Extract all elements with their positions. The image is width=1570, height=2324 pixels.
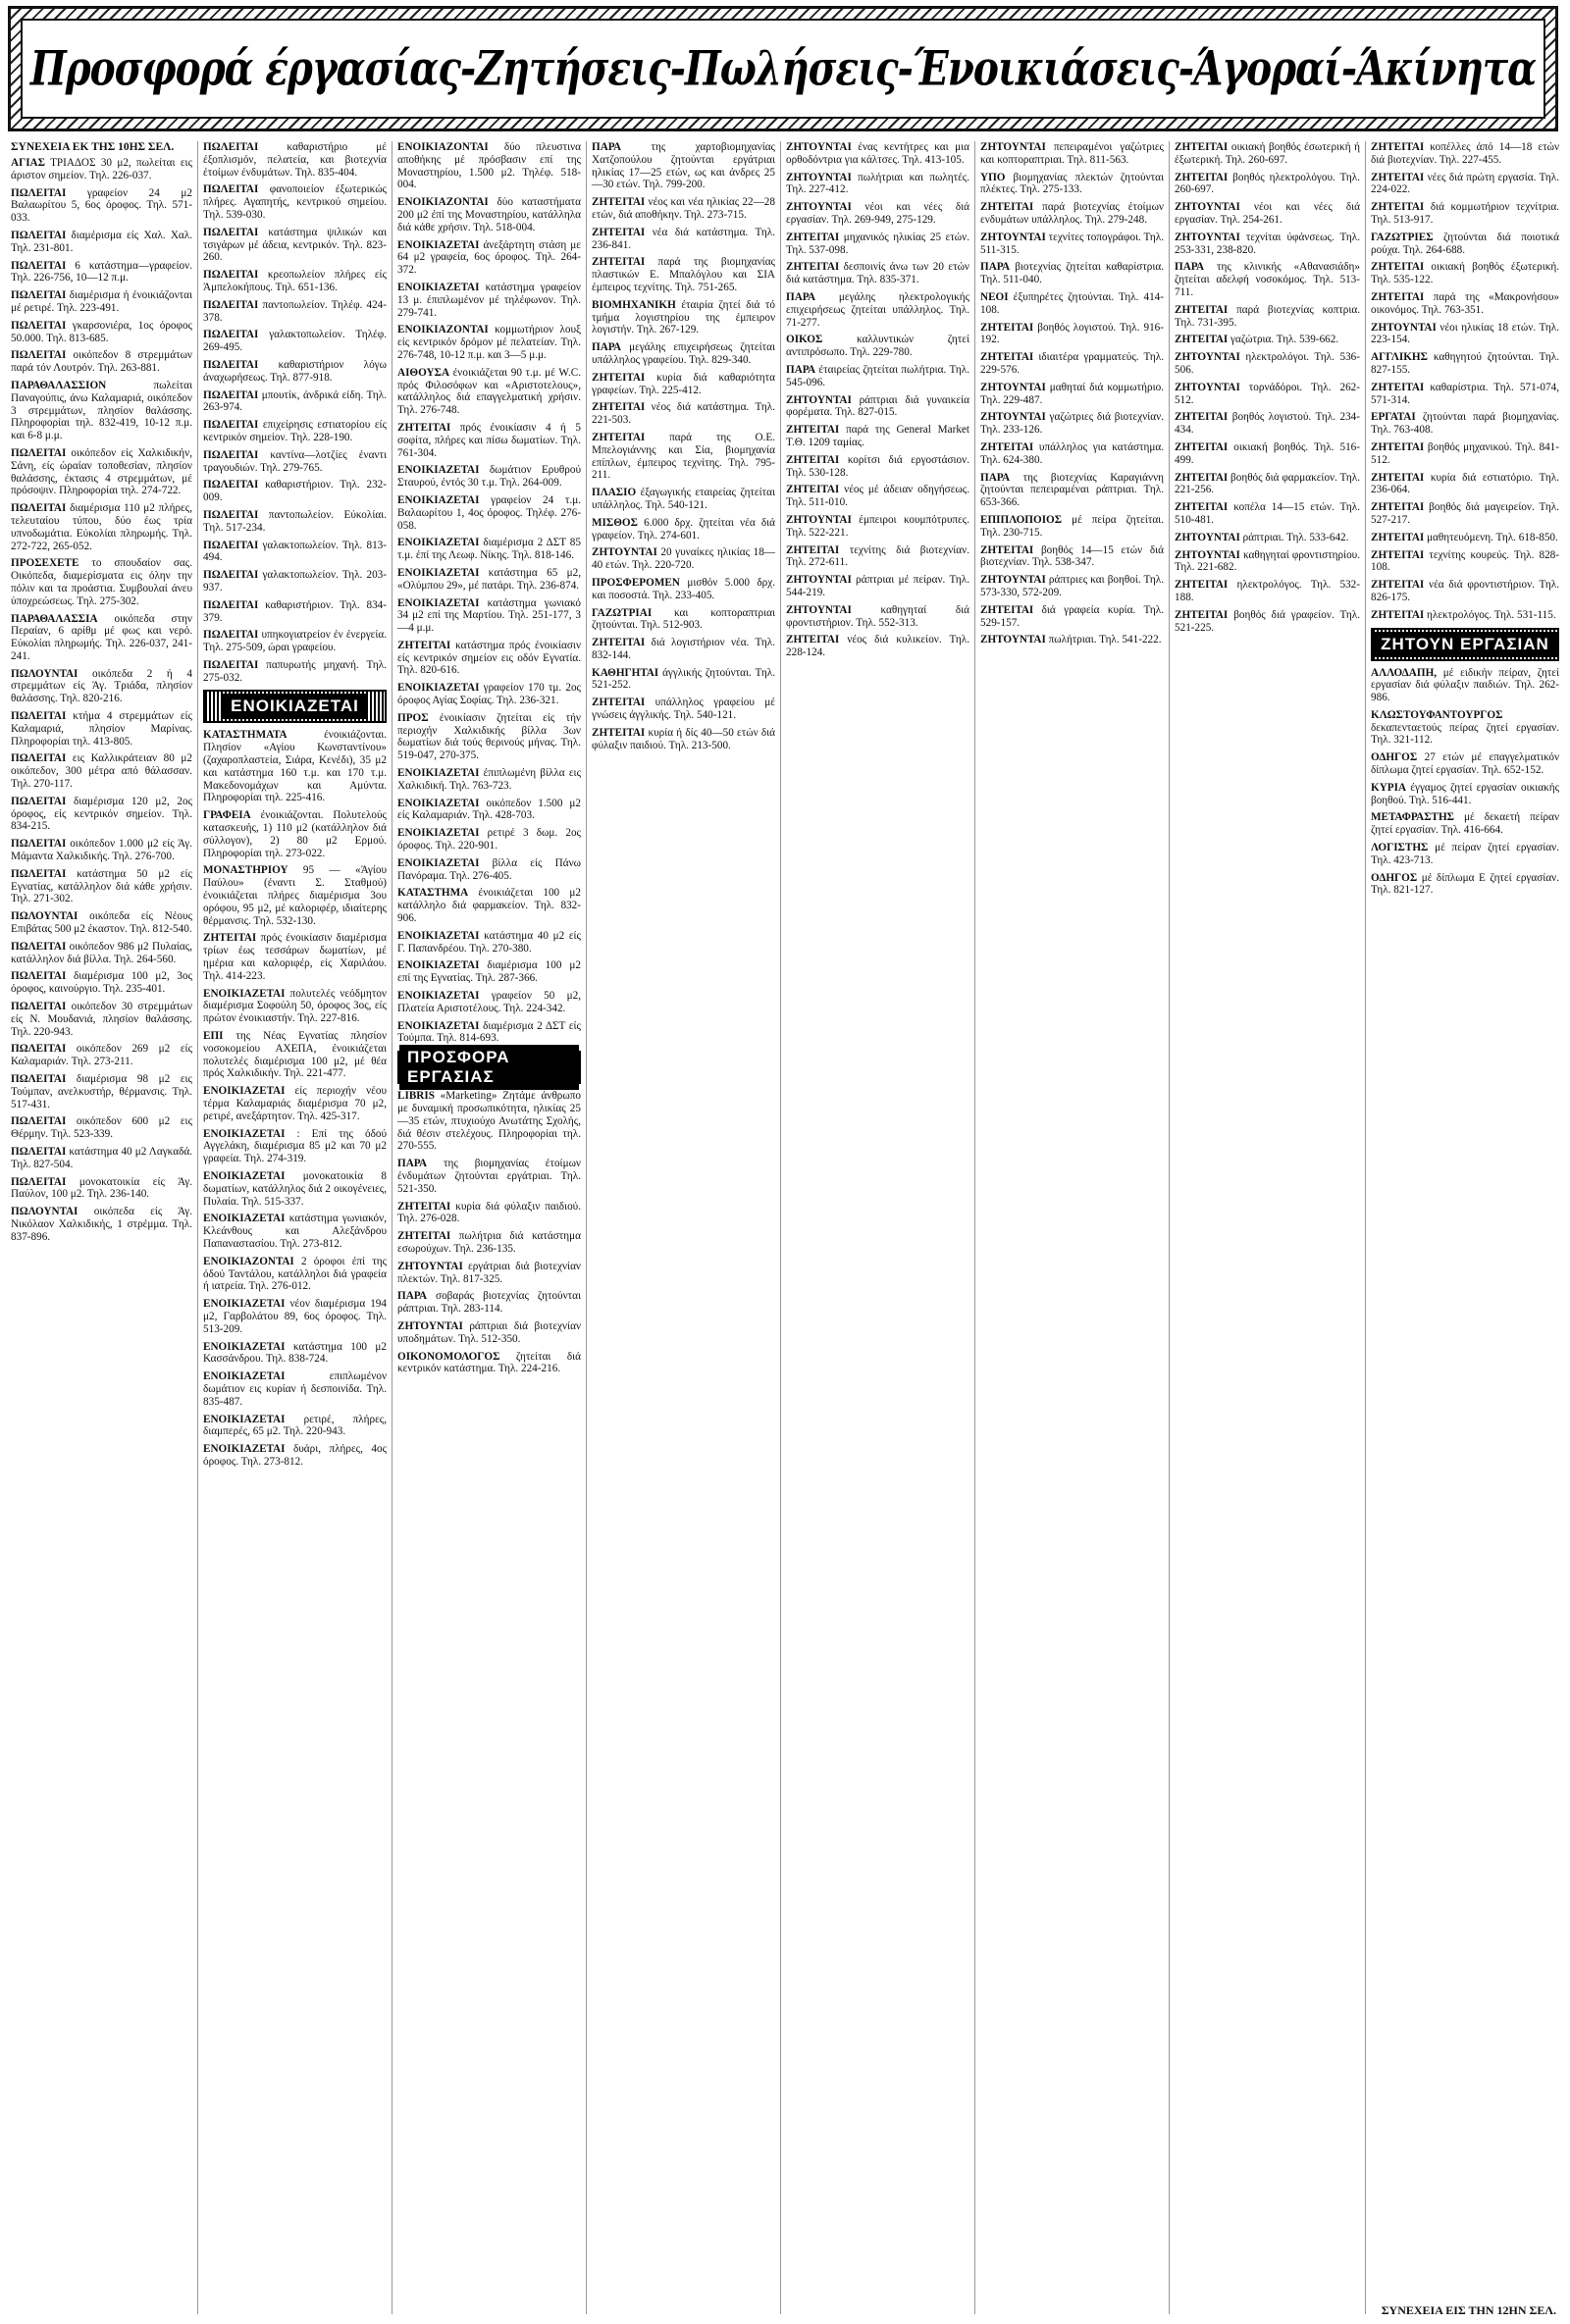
classified-ad: ΕΝΟΙΚΙΑΖΕΤΑΙ κατάστημα γωνιακό 34 μ2 επί της Μαρτίου. Τηλ. 251-177, 3—4 μ.μ. xyxy=(397,596,581,635)
classified-ad: ΠΩΛΕΙΤΑΙ διαμέρισμα 120 μ2, 2ος όροφος, είς κεντρικόν σημείον. Τηλ. 834-215. xyxy=(11,795,192,833)
classified-ad: ΠΑΡΑ της κλινικής «Αθανασιάδη» ζητείται αδελφή νοσοκόμος. Τηλ. 513-711. xyxy=(1175,261,1360,298)
classified-ad: ΖΗΤΕΙΤΑΙ υπάλληλος γραφείου μέ γνώσεις άγγλικής. Τηλ. 540-121. xyxy=(592,697,775,722)
ads-list xyxy=(786,141,969,659)
classified-ad: ΕΝΟΙΚΙΑΖΟΝΤΑΙ 2 όροφοι έπί της όδού Ταντάλου, κατάλληλοι διά γραφεία ή ιατρεία. Τηλ. 276-012. xyxy=(203,1255,387,1293)
classified-ad: ΖΗΤΕΙΤΑΙ οικιακή βοηθός. Τηλ. 516-499. xyxy=(1175,440,1360,466)
section-title: ΕΝΟΙΚΙΑΖΕΤΑΙ xyxy=(223,694,367,719)
classified-ad: ΟΔΗΓΟΣ 27 ετών μέ επαγγελματικόν δίπλωμα ζητεί εργασίαν. Τηλ. 652-152. xyxy=(1371,751,1559,777)
column-5 xyxy=(781,141,975,2314)
classified-ad: ΖΗΤΕΙΤΑΙ ηλεκτρολόγος. Τηλ. 531-115. xyxy=(1371,608,1556,621)
classified-ad: ΖΗΤΟΥΝΤΑΙ καθηγηταί διά φροντιστήριον. Τηλ. 552-313. xyxy=(786,603,969,629)
classified-ad: ΕΝΟΙΚΙΑΖΕΤΑΙ κατάστημα 40 μ2 είς Γ. Παπανδρέου. Τηλ. 270-380. xyxy=(397,929,581,955)
classified-ad: ΕΝΟΙΚΙΑΖΕΤΑΙ είς περιοχήν νέου τέρμα Καλαμαριάς διαμέρισμα 70 μ2, ρετιρέ, ανεξάρτητον. Τηλ. 425-317. xyxy=(203,1085,387,1122)
classified-ad: ΕΝΟΙΚΙΑΖΕΤΑΙ ρετιρέ, πλήρες, διαμπερές, 65 μ2. Τηλ. 220-943. xyxy=(203,1413,387,1438)
classified-ad: ΖΗΤΕΙΤΑΙ κυρία διά καθαριότητα γραφείων. Τηλ. 225-412. xyxy=(592,371,775,396)
classified-ad: ΠΑΡΑΘΑΛΑΣΣΙΑ οικόπεδα στην Περαίαν, 6 αρίθμ μέ φως και νερό. Εύκολίαι πληρωμής. Τηλ. 226-037, 241-241. xyxy=(11,612,192,662)
continued-from: ΣΥΝΕΧΕΙΑ ΕΚ ΤΗΣ 10ΗΣ ΣΕΛ. xyxy=(11,141,175,153)
classified-ad: ΖΗΤΟΥΝΤΑΙ πωλήτριαι και πωλητές. Τηλ. 227-412. xyxy=(786,171,969,196)
classified-ad: ΚΑΤΑΣΤΗΜΑ ένοικιάζεται 100 μ2 κατάλληλο διά φαρμακείον. Τηλ. 832-906. xyxy=(397,887,581,925)
classified-ad: ΖΗΤΕΙΤΑΙ τεχνίτης κουρεύς. Τηλ. 828-108. xyxy=(1371,548,1559,574)
classified-ad: ΟΙΚΟΣ καλλυντικών ζητεί αντιπρόσωπο. Τηλ. 229-780. xyxy=(786,334,969,359)
classified-ad: ΖΗΤΟΥΝΤΑΙ ένας κεντήτρες και μια ορθοδόντρια για κάλτσες. Τηλ. 413-105. xyxy=(786,141,969,166)
ads-list xyxy=(11,157,192,1244)
classified-ad: ΖΗΤΕΙΤΑΙ κατάστημα πρός ένοικίασιν είς κεντρικόν σημείον εις οδόν Εγνατία. Τηλ. 820-616. xyxy=(397,639,581,677)
classified-ad: ΖΗΤΕΙΤΑΙ κυρία διά φύλαξιν παιδιού. Τηλ. 276-028. xyxy=(397,1200,581,1225)
classified-ad: ΠΩΛΕΙΤΑΙ κατάστημα ψιλικών και τσιγάρων μέ άδεια, κεντρικόν. Τηλ. 823-260. xyxy=(203,226,387,264)
classified-ad: ΖΗΤΕΙΤΑΙ κυρία διά εστιατόριο. Τηλ. 236-064. xyxy=(1371,471,1559,496)
column-8 xyxy=(1366,141,1564,2314)
classified-ad: ΖΗΤΕΙΤΑΙ ηλεκτρολόγος. Τηλ. 532-188. xyxy=(1175,579,1360,603)
classified-ad: ΖΗΤΟΥΝΤΑΙ τορνάδόροι. Τηλ. 262-512. xyxy=(1175,381,1360,406)
classified-ad: ΕΝΟΙΚΙΑΖΕΤΑΙ νέον διαμέρισμα 194 μ2, Γαρβολάτου 89, 6ος όροφος. Τηλ. 513-209. xyxy=(203,1298,387,1335)
classified-ad: ΠΡΟΣ ένοικίασιν ζητείται είς τήν περιοχήν Χαλκιδικής βίλλα 3ων δωματίων διά τούς θερινούς μήνας. Τηλ. 519-047, 270-375. xyxy=(397,711,581,762)
classified-ad: ΠΑΡΑ σοβαράς βιοτεχνίας ζητούνται ράπτριαι. Τηλ. 283-114. xyxy=(397,1290,581,1316)
classified-ad: ΠΑΡΑ βιοτεχνίας ζητείται καθαρίστρια. Τηλ. 511-040. xyxy=(980,261,1164,286)
classified-ad: ΖΗΤΕΙΤΑΙ διά λογιστήριον νέα. Τηλ. 832-144. xyxy=(592,637,775,661)
classified-ad: ΖΗΤΕΙΤΑΙ βοηθός λογιστού. Τηλ. 234-434. xyxy=(1175,411,1360,437)
classified-ad: ΖΗΤΕΙΤΑΙ οικιακή βοηθός έξωτερική. Τηλ. 535-122. xyxy=(1371,261,1559,286)
classified-ad: ΕΝΟΙΚΙΑΖΟΝΤΑΙ δύο πλευστινα αποθήκης μέ πρόσβασιν επί της Μοναστηρίου, 1.500 μ2. Τηλέφ. 518-004. xyxy=(397,141,581,191)
continued-to: ΣΥΝΕΧΕΙΑ ΕΙΣ ΤΗΝ 12ΗΝ ΣΕΛ. xyxy=(1381,2303,1556,2317)
classified-ad: ΜΕΤΑΦΡΑΣΤΗΣ μέ δεκαετή πείραν ζητεί εργασίαν. Τηλ. 416-664. xyxy=(1371,811,1559,837)
classified-ad: ΠΩΛΕΙΤΑΙ καθαριστήριον λόγω άναχωρήσεως. Τηλ. 877-918. xyxy=(203,358,387,384)
banner-frame xyxy=(21,19,1545,119)
classified-ad: ΠΩΛΕΙΤΑΙ οικόπεδον 30 στρεμμάτων είς Ν. Μουδανιά, πλησίον θαλάσσης. Τηλ. 220-943. xyxy=(11,1001,192,1038)
classified-ad: ΠΩΛΕΙΤΑΙ καθαριστήριον. Τηλ. 834-379. xyxy=(203,598,387,624)
classified-ad: ΖΗΤΕΙΤΑΙ υπάλληλος για κατάστημα. Τηλ. 624-380. xyxy=(980,440,1164,466)
classified-ad: ΚΛΩΣΤΟΥΦΑΝΤΟΥΡΓΟΣ δεκαπενταετούς πείρας ζητεί εργασίαν. Τηλ. 321-112. xyxy=(1371,708,1559,747)
classified-ad: ΚΥΡΙΑ έγγαμος ζητεί εργασίαν οικιακής βοηθού. Τηλ. 516-441. xyxy=(1371,781,1559,806)
classified-ad: ΖΗΤΕΙΤΑΙ νέος και νέα ηλικίας 22—28 ετών, διά αποθήκην. Τηλ. 273-715. xyxy=(592,196,775,221)
classified-ad: ΖΗΤΕΙΤΑΙ βοηθός μηχανικού. Τηλ. 841-512. xyxy=(1371,440,1559,466)
classified-ad: ΠΛΑΣΙΟ έξαγωγικής εταιρείας ζητείται υπάλληλος. Τηλ. 540-121. xyxy=(592,487,775,511)
classified-ad: ΖΗΤΟΥΝΤΑΙ νέοι και νέες διά εργασίαν. Τηλ. 254-261. xyxy=(1175,201,1360,226)
classified-ad: ΖΗΤΟΥΝΤΑΙ έμπειροι κουμπότρυπες. Τηλ. 522-221. xyxy=(786,513,969,539)
classified-ad: ΖΗΤΕΙΤΑΙ δεσποινίς άνω των 20 ετών διά κατάστημα. Τηλ. 835-371. xyxy=(786,261,969,286)
column-2 xyxy=(198,141,392,2314)
classified-ad: ΠΩΛΕΙΤΑΙ γαλακτοπωλείον. Τηλέφ. 269-495. xyxy=(203,329,387,354)
ads-list xyxy=(980,141,1164,646)
ads-list xyxy=(203,729,387,1468)
classified-ad: ΛΟΓΙΣΤΗΣ μέ πείραν ζητεί εργασίαν. Τηλ. 423-713. xyxy=(1371,842,1559,866)
classified-ad: ΕΝΟΙΚΙΑΖΕΤΑΙ άνεξάρτητη στάση με 64 μ2 γραφεία, 6ος όροφος. Τηλ. 264-372. xyxy=(397,238,581,277)
classified-ad: ΠΩΛΕΙΤΑΙ παπυρωτής μηχανή. Τηλ. 275-032. xyxy=(203,658,387,684)
classified-ad: ΠΩΛΕΙΤΑΙ γαλακτοπωλείον. Τηλ. 203-937. xyxy=(203,569,387,594)
classified-ad: ΕΝΟΙΚΙΑΖΕΤΑΙ δυάρι, πλήρες, 4ος όροφος. Τηλ. 273-812. xyxy=(203,1443,387,1468)
classified-ad: ΠΩΛΕΙΤΑΙ παντοπωλείον. Εύκολίαι. Τηλ. 517-234. xyxy=(203,508,387,534)
classified-ad: ΖΗΤΕΙΤΑΙ πρός ένοικίασιν διαμέρισμα τρίων έως τεσσάρων δωματίων, μέ ημέρια και καλοριφέρ, είς Χαριλάου. Τηλ. 414-223. xyxy=(203,932,387,982)
classified-ad: ΟΔΗΓΟΣ μέ δίπλωμα Ε ζητεί εργασίαν. Τηλ. 821-127. xyxy=(1371,871,1559,897)
classified-ad: ΠΩΛΟΥΝΤΑΙ οικόπεδα είς Άγ. Νικόλαον Χαλκιδικής, 1 στρέμμα. Τηλ. 837-896. xyxy=(11,1206,192,1243)
section-title: ΠΡΟΣΦΟΡΑ ΕΡΓΑΣΙΑΣ xyxy=(399,1045,579,1090)
classified-ad: ΕΝΟΙΚΙΑΖΕΤΑΙ γραφείον 24 τ.μ. Βαλαωρίτου 1, 4ος όροφος. Τηλέφ. 276-058. xyxy=(397,493,581,532)
section-title: ΖΗΤΟΥΝ ΕΡΓΑΣΙΑΝ xyxy=(1373,632,1557,657)
classified-ad: ΠΩΛΕΙΤΑΙ οικόπεδον 986 μ2 Πυλαίας, κατάλληλον διά βίλλα. Τηλ. 264-560. xyxy=(11,940,192,965)
classified-ad: ΕΝΟΙΚΙΑΖΕΤΑΙ διαμέρισμα 2 ΔΣΤ είς Τούμπα. Τηλ. 814-693. xyxy=(397,1019,581,1045)
classified-ad: ΖΗΤΕΙΤΑΙ μηχανικός ηλικίας 25 ετών. Τηλ. 537-098. xyxy=(786,231,969,256)
classified-ad: ΖΗΤΟΥΝΤΑΙ νέοι ηλικίας 18 ετών. Τηλ. 223-154. xyxy=(1371,321,1559,346)
classified-ad: ΖΗΤΕΙΤΑΙ οικιακή βοηθός έσωτερική ή έξωτερική. Τηλ. 260-697. xyxy=(1175,141,1360,166)
classified-ad: ΖΗΤΕΙΤΑΙ παρά της «Μακρονήσου» οικονόμος. Τηλ. 763-351. xyxy=(1371,290,1559,316)
classified-ad: ΕΝΟΙΚΙΑΖΟΝΤΑΙ κομμωτήριον λουξ είς κεντρικόν δρόμον μέ πελατείαν. Τηλ. 276-748, 10-12 π.μ. και 3—5 μ.μ. xyxy=(397,324,581,361)
classified-ad: ΖΗΤΕΙΤΑΙ διά κομμωτήριον τεχνίτρια. Τηλ. 513-917. xyxy=(1371,201,1559,226)
ads-list xyxy=(397,1090,581,1375)
classified-ad: ΠΩΛΕΙΤΑΙ κατάστημα 40 μ2 Λαγκαδά. Τηλ. 827-504. xyxy=(11,1145,192,1170)
ads-list xyxy=(1371,141,1559,622)
classified-ad: ΠΩΛΕΙΤΑΙ επιχείρησις εστιατορίου είς κεντρικόν σημείον. Τηλ. 228-190. xyxy=(203,419,387,443)
classified-ad: ΖΗΤΕΙΤΑΙ ιδιαιτέρα γραμματεύς. Τηλ. 229-576. xyxy=(980,351,1164,376)
classified-ad: ΕΝΟΙΚΙΑΖΕΤΑΙ έπιπλωμένη βίλλα εις Χαλκιδική. Τηλ. 763-723. xyxy=(397,767,581,792)
classified-ad: ΠΩΛΕΙΤΑΙ μονοκατοικία είς Άγ. Παύλον, 100 μ2. Τηλ. 236-140. xyxy=(11,1175,192,1201)
classified-ad: ΠΩΛΕΙΤΑΙ οικόπεδον 8 στρεμμάτων παρά τόν Λουτρόν. Τηλ. 263-881. xyxy=(11,349,192,375)
classified-ad: ΖΗΤΕΙΤΑΙ παρά της Ο.Ε. Μπελογιάννης και Σία, βιομηχανία επίπλων, έμπειρος τεχνίτης. Τηλ. 795-211. xyxy=(592,431,775,482)
classified-ad: ΖΗΤΕΙΤΑΙ νέες διά πρώτη εργασία. Τηλ. 224-022. xyxy=(1371,171,1559,196)
section-header-job-requests xyxy=(1371,628,1559,661)
classified-ad: ΠΩΛΕΙΤΑΙ φανοποιείον έξωτερικώς πλήρες. Αγαπητής, κεντρικού σημείου. Τηλ. 539-030. xyxy=(203,183,387,221)
classified-ad: ΖΗΤΟΥΝΤΑΙ ράπτριαι διά γυναικεία φορέματα. Τηλ. 827-015. xyxy=(786,393,969,419)
classified-ad: ΖΗΤΟΥΝΤΑΙ νέοι και νέες διά εργασίαν. Τηλ. 269-949, 275-129. xyxy=(786,201,969,226)
classified-ad: ΕΝΟΙΚΙΑΖΕΤΑΙ κατάστημα γωνιακόν, Κλεάνθους και Αλεξάνδρου Παπαναστασίου. Τηλ. 273-812. xyxy=(203,1213,387,1250)
column-1 xyxy=(6,141,198,2314)
classified-ad: ΖΗΤΕΙΤΑΙ βοηθός διά γραφείον. Τηλ. 521-225. xyxy=(1175,608,1360,634)
classified-ad: ΠΩΛΕΙΤΑΙ υπηκογιατρείον έν ένεργεία. Τηλ. 275-509, ώραι γραφείου. xyxy=(203,629,387,654)
classified-ad: ΕΝΟΙΚΙΑΖΟΝΤΑΙ δύο καταστήματα 200 μ2 έπί της Μοναστηρίου, κατάλληλα διά κάθε χρήσιν. Τηλ. 518-004. xyxy=(397,196,581,233)
classified-ad: ΠΑΡΑ έταιρείας ζητείται πωλήτρια. Τηλ. 545-096. xyxy=(786,363,969,388)
classified-ad: ΕΝΟΙΚΙΑΖΕΤΑΙ μονοκατοικία 8 δωματίων, κατάλληλος διά 2 οικογένειες, Πυλαία. Τηλ. 515-337. xyxy=(203,1169,387,1208)
classified-ad: ΕΝΟΙΚΙΑΖΕΤΑΙ γραφείον 50 μ2, Πλατεία Αριστοτέλους. Τηλ. 224-342. xyxy=(397,990,581,1014)
classified-ad: ΠΩΛΕΙΤΑΙ διαμέρισμα 110 μ2 πλήρες, τελευταίου τύπου, δύο έως τρία υπνοδωμάτια. Εύκολίαι πληρωμής. Τηλ. 272-722, 265-052. xyxy=(11,502,192,552)
classified-ad: ΠΩΛΕΙΤΑΙ κτήμα 4 στρεμμάτων είς Καλαμαριά, πλησίον Μαρίνας. Πληροφορίαι τηλ. 413-805. xyxy=(11,710,192,748)
classified-ad: ΠΑΡΑ της βιομηχανίας έτοίμων ένδυμάτων ζητούνται εργάτριαι. Τηλ. 521-350. xyxy=(397,1158,581,1195)
classified-ad: ΠΩΛΕΙΤΑΙ καντίνα—λοτζίες έναντι τραγουδιών. Τηλ. 279-765. xyxy=(203,448,387,474)
classified-ad: ΑΙΘΟΥΣΑ ένοικιάζεται 90 τ.μ. μέ W.C. πρός Φιλοσόφων και «Αριστοτελους», κατάλληλος διά επαγγελματική χρήσιν. Τηλ. 276-748. xyxy=(397,366,581,417)
classified-ad: ΠΩΛΕΙΤΑΙ οικόπεδον είς Χαλκιδικήν, Σάνη, είς ώραίαν τοποθεσίαν, πλησίον θαλάσσης, έκτασις 4 στρεμμάτων, μέ πρόσοψιν. Πληροφορίαι τηλ. 274-722. xyxy=(11,446,192,497)
classified-ad: ΠΑΡΑ της βιοτεχνίας Καραγιάννη ζητούνται πεπειραμέναι ράπτριαι. Τηλ. 653-366. xyxy=(980,471,1164,509)
classified-ad: ΖΗΤΕΙΤΑΙ παρά της βιομηχανίας πλαστικών Ε. Μπαλόγλου και ΣΙΑ έμπειρος τεχνίτης. Τηλ. 751-265. xyxy=(592,256,775,293)
classified-ad: ΑΛΛΟΔΑΠΗ, μέ ειδικήν πείραν, ζητεί εργασίαν διά φύλαξιν παιδιών. Τηλ. 262-986. xyxy=(1371,666,1559,704)
classified-ad: ΠΑΡΑ της χαρτοβιομηχανίας Χατζοπούλου ζητούνται εργάτριαι ηλικίας 17—25 ετών, ως και άνδρες 25—30 ετών. Τηλ. 799-200. xyxy=(592,141,775,191)
classified-ad: ΕΝΟΙΚΙΑΖΕΤΑΙ δωμάτιον Ερυθρού Σταυρού, έντός 30 τ.μ. Τηλ. 264-009. xyxy=(397,464,581,490)
section-header-job-offers xyxy=(397,1048,581,1087)
classified-ad: ΠΑΡΑ μεγάλης επιχειρήσεως ζητείται υπάλληλος γραφείου. Τηλ. 829-340. xyxy=(592,341,775,366)
classified-ad: ΖΗΤΕΙΤΑΙ νέα διά κατάστημα. Τηλ. 236-841. xyxy=(592,226,775,251)
classified-ad: ΠΩΛΕΙΤΑΙ οικόπεδον 269 μ2 είς Καλαμαριάν. Τηλ. 273-211. xyxy=(11,1043,192,1068)
ads-list xyxy=(1371,667,1559,898)
classified-ad: ΖΗΤΕΙΤΑΙ παρά της General Market Τ.Θ. 1209 ταμίας. xyxy=(786,424,969,448)
classified-ad: ΖΗΤΟΥΝΤΑΙ ράπτριαι διά βιοτεχνίαν υποδημάτων. Τηλ. 512-350. xyxy=(397,1319,581,1345)
classified-ad: ΕΠΙ της Νέας Εγνατίας πλησίον νοσοκομείου ΑΧΕΠΑ, ένοικιάζεται πολυτελές διαμέρισμα 100 μ2, μέ θέα πρός Χαλκιδικήν. Τηλ. 221-477. xyxy=(203,1030,387,1080)
classified-ad: LIBRIS «Marketing» Ζητάμε άνθρωπο με δυναμική προσωπικότητα, ηλικίας 25—35 ετών, πτυχιούχο Ανωτάτης Σχολής, διά θέσιν στελέχους. Πληροφορίαι τηλ. 270-555. xyxy=(397,1090,581,1153)
classified-ad: ΠΩΛΕΙΤΑΙ καθαριστήριον. Τηλ. 232-009. xyxy=(203,479,387,504)
classified-ad: ΖΗΤΟΥΝΤΑΙ 20 γυναίκες ηλικίας 18—40 ετών. Τηλ. 220-720. xyxy=(592,546,775,572)
classified-ad: ΖΗΤΟΥΝΤΑΙ πεπειραμένοι γαζώτριες και κοπτοραπτριαι. Τηλ. 811-563. xyxy=(980,141,1164,166)
classified-ad: ΕΝΟΙΚΙΑΖΕΤΑΙ πολυτελές νεόδμητον διαμέρισμα Σοφούλη 50, όροφος 3ος, είς πρώτον ένοικιαστήν. Τηλ. 227-816. xyxy=(203,987,387,1025)
classified-ad: ΖΗΤΟΥΝΤΑΙ τεχνίτες τοπογράφοι. Τηλ. 511-315. xyxy=(980,231,1164,256)
classified-ad: ΖΗΤΕΙΤΑΙ πρός ένοικίασιν 4 ή 5 σοφίτα, πλήρες και πίσω δωματίων. Τηλ. 761-304. xyxy=(397,421,581,459)
classified-ad: ΓΑΖΩΤΡΙΕΣ ζητούνται διά ποιοτικά ρούχα. Τηλ. 264-688. xyxy=(1371,231,1559,256)
classified-ad: ΠΩΛΕΙΤΑΙ οικόπεδον 600 μ2 εις Θέρμην. Τηλ. 523-339. xyxy=(11,1115,192,1141)
classified-ad: ΠΩΛΕΙΤΑΙ οικόπεδον 1.000 μ2 είς Άγ. Μάμαντα Χαλκιδικής. Τηλ. 276-700. xyxy=(11,838,192,863)
classified-ad: ΠΑΡΑ μεγάλης ηλεκτρολογικής επιχειρήσεως ζητείται υπάλληλος. Τηλ. 71-277. xyxy=(786,290,969,329)
classified-ad: ΖΗΤΕΙΤΑΙ πωλήτρια διά κατάστημα εσωρούχων. Τηλ. 236-135. xyxy=(397,1230,581,1255)
classified-ad: ΠΩΛΕΙΤΑΙ γραφείον 24 μ2 Βαλαωρίτου 5, 6ος όροφος. Τηλ. 571-033. xyxy=(11,186,192,225)
classified-ad: ΕΝΟΙΚΙΑΖΕΤΑΙ : Επί της όδού Αγγελάκη, διαμέρισμα 85 μ2 και 70 μ2 γραφεία. Τηλ. 274-319. xyxy=(203,1127,387,1165)
classified-ad: ΖΗΤΕΙΤΑΙ νέος διά κυλικείον. Τηλ. 228-124. xyxy=(786,634,969,659)
classified-ad: ΑΓΓΛΙΚΗΣ καθηγητού ζητούνται. Τηλ. 827-155. xyxy=(1371,351,1559,376)
classified-ad: ΖΗΤΕΙΤΑΙ βοηθός ηλεκτρολόγου. Τηλ. 260-697. xyxy=(1175,171,1360,196)
classified-ad: ΝΕΟΙ έξυπηρέτες ζητούνται. Τηλ. 414-108. xyxy=(980,290,1164,316)
classified-ad: ΚΑΘΗΓΗΤΑΙ άγγλικής ζητούνται. Τηλ. 521-252. xyxy=(592,666,775,692)
column-7 xyxy=(1170,141,1366,2314)
classified-ad: ΠΩΛΕΙΤΑΙ 6 κατάστημα—γραφείον. Τηλ. 226-756, 10—12 π.μ. xyxy=(11,259,192,284)
banner-title: Προσφορά έργασίας-Ζητήσεις-Πωλήσεις-Ένοικιάσεις-Άγοραί-Άκίνητα xyxy=(29,40,1537,97)
classified-ad: ΖΗΤΕΙΤΑΙ μαθητευόμενη. Τηλ. 618-850. xyxy=(1371,531,1558,543)
classified-ad: ΠΩΛΕΙΤΑΙ γαλακτοπωλείον. Τηλ. 813-494. xyxy=(203,539,387,564)
classified-ad: ΕΡΓΑΤΑΙ ζητούνται παρά βιομηχανίας. Τηλ. 763-408. xyxy=(1371,411,1559,437)
classified-ad: ΠΡΟΣΕΧΕΤΕ το σπουδαίον σας. Οικόπεδα, διαμερίσματα εις όλην την πόλιν και τα προάστια. Συμβουλαί άνευ ύποχρεώσεως. Τηλ. 275-302. xyxy=(11,557,192,607)
classified-ad: ΖΗΤΕΙΤΑΙ νέος διά κατάστημα. Τηλ. 221-503. xyxy=(592,401,775,427)
classified-ad: ΕΝΟΙΚΙΑΖΕΤΑΙ οικόπεδον 1.500 μ2 είς Καλαμαριάν. Τηλ. 428-703. xyxy=(397,797,581,822)
ads-list xyxy=(592,141,775,751)
page-banner xyxy=(8,6,1558,131)
classified-ad: ΜΙΣΘΟΣ 6.000 δρχ. ζητείται νέα διά γραφείον. Τηλ. 274-601. xyxy=(592,516,775,542)
classified-ad: ΖΗΤΕΙΤΑΙ κορίτσι διά εργοστάσιον. Τηλ. 530-128. xyxy=(786,453,969,479)
classified-ad: ΚΑΤΑΣΤΗΜΑΤΑ ένοικιάζονται. Πλησίον «Αγίου Κωνσταντίνου» (ζαχαροπλαστεία, Σιάρα, Κενέδι), 35 μ2 και κατάστημα 160 τ.μ. και 170 τ.μ. Μακεδονομάχων και Αμύντα. Πληροφορίαι τηλ. 225-416. xyxy=(203,729,387,804)
classified-ad: ΕΝΟΙΚΙΑΖΕΤΑΙ κατάστημα 100 μ2 Κασσάνδρου. Τηλ. 838-724. xyxy=(203,1340,387,1366)
classified-ad: ΖΗΤΟΥΝΤΑΙ ηλεκτρολόγοι. Τηλ. 536-506. xyxy=(1175,351,1360,376)
classified-ad: ΠΩΛΕΙΤΑΙ εις Καλλικράτειαν 80 μ2 οικόπεδον, 300 μέτρα από θάλασσαν. Τηλ. 270-117. xyxy=(11,752,192,791)
classified-ad: ΓΑΖΩΤΡΙΑΙ και κοπτοραπτριαι ζητούνται. Τηλ. 512-903. xyxy=(592,606,775,632)
classified-ad: ΕΠΙΠΛΟΠΟΙΟΣ μέ πείρα ζητείται. Τηλ. 230-715. xyxy=(980,513,1164,539)
classified-ad: ΠΩΛΟΥΝΤΑΙ οικόπεδα 2 ή 4 στρεμμάτων είς Άγ. Τριάδα, πλησίον θαλάσσης. Τηλ. 820-216. xyxy=(11,667,192,705)
classified-ad: ΠΩΛΕΙΤΑΙ παντοπωλείον. Τηλέφ. 424-378. xyxy=(203,298,387,324)
classified-ad: ΟΙΚΟΝΟΜΟΛΟΓΟΣ ζητείται διά κεντρικόν κατάστημα. Τηλ. 224-216. xyxy=(397,1350,581,1375)
ads-list xyxy=(203,141,387,684)
classified-ad: ΕΝΟΙΚΙΑΖΕΤΑΙ ρετιρέ 3 δωμ. 2ος όροφος. Τηλ. 220-901. xyxy=(397,827,581,852)
classified-ad: ΖΗΤΕΙΤΑΙ νέος μέ άδειαν οδηγήσεως. Τηλ. 511-010. xyxy=(786,484,969,509)
classified-ad: ΖΗΤΟΥΝΤΑΙ καθηγηταί φροντιστηρίου. Τηλ. 221-682. xyxy=(1175,548,1360,574)
classified-ad: ΜΟΝΑΣΤΗΡΙΟΥ 95 — «Άγίου Παύλου» (έναντι Σ. Σταθμού) ένοικιάζεται πλήρες διαμέρισμα 3ου ορόφου, 95 μ2, μέ καλοριφέρ, ιδιαίτερης θέρμανσις. Τηλ. 532-130. xyxy=(203,864,387,927)
classified-ad: ΕΝΟΙΚΙΑΖΕΤΑΙ επιπλωμένον δωμάτιον εις κυρίαν ή δεσποινίδα. Τηλ. 835-487. xyxy=(203,1370,387,1408)
classified-ad: ΠΩΛΕΙΤΑΙ γκαρσονιέρα, 1ος όροφος 50.000. Τηλ. 813-685. xyxy=(11,319,192,344)
classified-ad: ΖΗΤΟΥΝΤΑΙ εργάτριαι διά βιοτεχνίαν πλεκτών. Τηλ. 817-325. xyxy=(397,1260,581,1285)
classified-ad: ΖΗΤΕΙΤΑΙ βοηθός διά μαγειρείον. Τηλ. 527-217. xyxy=(1371,501,1559,526)
classified-ad: ΠΡΟΣΦΕΡΟΜΕΝ μισθόν 5.000 δρχ. και ποσοστά. Τηλ. 233-405. xyxy=(592,576,775,601)
classified-ad: ΠΩΛΕΙΤΑΙ καθαριστήριο μέ έξοπλισμόν, πελατεία, και βιοτεχνία έτοίμων ένδυμάτων. Τηλ. 835-404. xyxy=(203,141,387,179)
classified-ad: ΖΗΤΕΙΤΑΙ κοπέλα 14—15 ετών. Τηλ. 510-481. xyxy=(1175,501,1360,526)
classified-ad: ΖΗΤΟΥΝΤΑΙ ράπτριες και βοηθοί. Τηλ. 573-330, 572-209. xyxy=(980,574,1164,598)
column-6 xyxy=(975,141,1170,2314)
classified-ad: ΖΗΤΕΙΤΑΙ διά γραφεία κυρία. Τηλ. 529-157. xyxy=(980,603,1164,629)
classified-ad: ΖΗΤΕΙΤΑΙ βοηθός διά φαρμακείον. Τηλ. 221-256. xyxy=(1175,471,1360,496)
classified-ad: ΑΓΙΑΣ ΤΡΙΑΔΟΣ 30 μ2, πωλείται εις άριστον σημείον. Τηλ. 226-037. xyxy=(11,157,192,181)
classified-ad: ΥΠΟ βιομηχανίας πλεκτών ζητούνται πλέκτες. Τηλ. 275-133. xyxy=(980,171,1164,196)
classified-ad: ΖΗΤΟΥΝΤΑΙ πωλήτριαι. Τηλ. 541-222. xyxy=(980,634,1162,646)
classified-ad: ΓΡΑΦΕΙΑ ένοικιάζονται. Πολυτελούς κατασκευής, 1) 110 μ2 (κατάλληλον διά σύλλογον), 2) 80 μ2 Ερμού. Πληροφορίαι τηλ. 273-022. xyxy=(203,809,387,859)
classified-ad: ΖΗΤΕΙΤΑΙ καθαρίστρια. Τηλ. 571-074, 571-314. xyxy=(1371,381,1559,406)
classified-ad: ΕΝΟΙΚΙΑΖΕΤΑΙ διαμέρισμα 100 μ2 επί της Εγνατίας. Τηλ. 287-366. xyxy=(397,959,581,985)
classified-ad: ΖΗΤΕΙΤΑΙ νέα διά φροντιστήριον. Τηλ. 826-175. xyxy=(1371,579,1559,603)
classified-ad: ΖΗΤΕΙΤΑΙ τεχνίτης διά βιοτεχνίαν. Τηλ. 272-611. xyxy=(786,543,969,569)
classified-ad: ΖΗΤΟΥΝΤΑΙ μαθηταί διά κομμωτήριο. Τηλ. 229-487. xyxy=(980,381,1164,406)
classified-ad: ΠΩΛΕΙΤΑΙ κατάστημα 50 μ2 είς Εγνατίας, κατάλληλον διά κάθε χρήσιν. Τηλ. 271-302. xyxy=(11,867,192,905)
classified-ad: ΖΗΤΟΥΝΤΑΙ ράπτριαι μέ πείραν. Τηλ. 544-219. xyxy=(786,574,969,598)
classified-ad: ΒΙΟΜΗΧΑΝΙΚΗ έταιρία ζητεί διά τό τμήμα λογιστηρίου της έμπειρον λογιστήν. Τηλ. 267-129. xyxy=(592,298,775,336)
classified-ad: ΖΗΤΕΙΤΑΙ κοπέλλες άπό 14—18 ετών διά βιοτεχνίαν. Τηλ. 227-455. xyxy=(1371,141,1559,166)
classified-ad: ΖΗΤΕΙΤΑΙ γαζώτρια. Τηλ. 539-662. xyxy=(1175,334,1339,346)
classified-ad: ΕΝΟΙΚΙΑΖΕΤΑΙ γραφείον 170 τμ. 2ος όροφος Αγίας Σοφίας. Τηλ. 236-321. xyxy=(397,682,581,707)
classified-ad: ΠΩΛΕΙΤΑΙ διαμέρισμα είς Χαλ. Χαλ. Τηλ. 231-801. xyxy=(11,229,192,254)
ads-list xyxy=(397,141,581,1045)
classified-ad: ΠΩΛΕΙΤΑΙ διαμέρισμα ή ένοικιάζονται μέ ρετιρέ. Τηλ. 223-491. xyxy=(11,289,192,314)
classified-ad: ΖΗΤΕΙΤΑΙ κυρία ή δίς 40—50 ετών διά φύλαξιν παιδιού. Τηλ. 213-500. xyxy=(592,726,775,751)
classified-ad: ΖΗΤΟΥΝΤΑΙ γαζώτριες διά βιοτεχνίαν. Τηλ. 233-126. xyxy=(980,411,1164,437)
classified-ad: ΖΗΤΕΙΤΑΙ βοηθός 14—15 ετών διά βιοτεχνίαν. Τηλ. 538-347. xyxy=(980,543,1164,569)
classified-ad: ΕΝΟΙΚΙΑΖΕΤΑΙ κατάστημα γραφείον 13 μ. έπιπλωμένον μέ τηλέφωνον. Τηλ. 279-741. xyxy=(397,281,581,319)
section-header-rentals xyxy=(203,690,387,723)
classified-ad: ΖΗΤΟΥΝΤΑΙ ράπτριαι. Τηλ. 533-642. xyxy=(1175,531,1349,543)
classified-ad: ΕΝΟΙΚΙΑΖΕΤΑΙ διαμέρισμα 2 ΔΣΤ 85 τ.μ. έπί της Λεωφ. Νίκης. Τηλ. 818-146. xyxy=(397,537,581,562)
classified-ad: ΠΩΛΕΙΤΑΙ διαμέρισμα 100 μ2, 3ος όροφος, καινούργιο. Τηλ. 235-401. xyxy=(11,970,192,996)
classified-ad: ΖΗΤΕΙΤΑΙ παρά βιοτεχνίας έτοίμων ενδυμάτων υπάλληλος. Τηλ. 279-248. xyxy=(980,201,1164,226)
classified-ad: ΖΗΤΟΥΝΤΑΙ τεχνίται ύφάνσεως. Τηλ. 253-331, 238-820. xyxy=(1175,231,1360,256)
classified-ad: ΠΩΛΕΙΤΑΙ μπουτίκ, άνδρικά είδη. Τηλ. 263-974. xyxy=(203,388,387,414)
classified-ad: ΖΗΤΕΙΤΑΙ βοηθός λογιστού. Τηλ. 916-192. xyxy=(980,321,1164,346)
classified-ad: ΕΝΟΙΚΙΑΖΕΤΑΙ κατάστημα 65 μ2, «Ολύμπου 29», μέ πατάρι. Τηλ. 236-874. xyxy=(397,566,581,592)
classified-ad: ΠΩΛΟΥΝΤΑΙ οικόπεδα είς Νέους Επιβάτας 500 μ2 έκαστον. Τηλ. 812-540. xyxy=(11,910,192,936)
classified-ad: ΕΝΟΙΚΙΑΖΕΤΑΙ βίλλα είς Πάνω Πανόραμα. Τηλ. 276-405. xyxy=(397,856,581,882)
ads-list xyxy=(1175,141,1360,634)
classified-ad: ΠΩΛΕΙΤΑΙ κρεοπωλείον πλήρες είς Άμπελοκήπους. Τηλ. 651-136. xyxy=(203,269,387,293)
classified-ad: ΠΑΡΑΘΑΛΑΣΣΙΟΝ πωλείται Παναγούπις, άνω Καλαμαριά, οικόπεδον 3 στρεμμάτων, πλησίον θαλάσσης. Πληροφορίαι τηλ. 832-419, 10-12 π.μ. και 6-8 μ.μ. xyxy=(11,379,192,442)
column-3 xyxy=(392,141,587,2314)
classified-ad: ΠΩΛΕΙΤΑΙ διαμέρισμα 98 μ2 εις Τούμπαν, ανελκυστήρ, θέρμανσις. Τηλ. 517-431. xyxy=(11,1073,192,1110)
classifieds-columns xyxy=(6,141,1564,2314)
classified-ad: ΖΗΤΕΙΤΑΙ παρά βιοτεχνίας κοπτρια. Τηλ. 731-395. xyxy=(1175,303,1360,329)
column-4 xyxy=(587,141,781,2314)
